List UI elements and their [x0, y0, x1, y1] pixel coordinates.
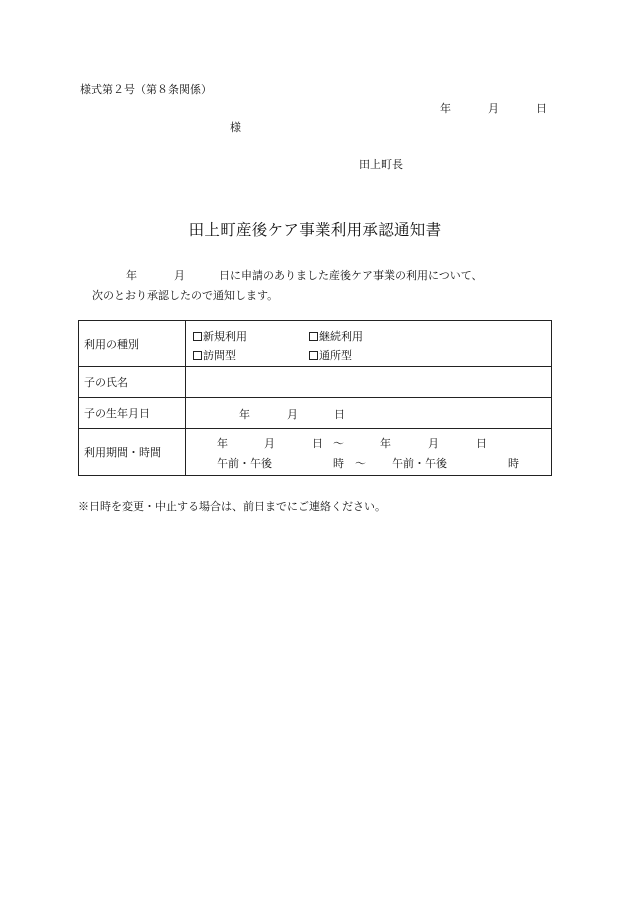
date-day-label: 日 — [536, 102, 547, 115]
body-line2: 次のとおり承認したので通知します。 — [92, 289, 279, 302]
option-continued-use[interactable]: 継続利用 — [309, 328, 363, 344]
usage-period-label: 利用期間・時間 — [79, 429, 186, 476]
start-month-label: 月 — [264, 437, 275, 450]
end-ampm-label: 午前・午後 — [392, 457, 447, 470]
child-birthdate-label: 子の生年月日 — [79, 398, 186, 429]
addressee-suffix: 様 — [230, 121, 241, 134]
end-day-label: 日 — [476, 437, 487, 450]
table-row-usage-period — [79, 429, 552, 476]
end-month-label: 月 — [428, 437, 439, 450]
approval-table — [78, 320, 552, 476]
body-year-label: 年 — [126, 269, 137, 282]
start-ampm-label: 午前・午後 — [217, 457, 272, 470]
birth-month-label: 月 — [287, 408, 298, 421]
birth-day-label: 日 — [334, 408, 345, 421]
form-number: 様式第２号（第８条関係） — [80, 83, 212, 96]
date-month-label: 月 — [488, 102, 499, 115]
birth-year-label: 年 — [239, 408, 250, 421]
start-year-label: 年 — [217, 437, 228, 450]
checkbox-icon — [309, 332, 318, 341]
checkbox-icon — [193, 332, 202, 341]
time-range-tilde: ～ — [355, 457, 366, 470]
issuer: 田上町長 — [359, 158, 403, 171]
body-month-label: 月 — [174, 269, 185, 282]
option-daycare-type[interactable]: 通所型 — [309, 347, 352, 363]
body-line1: 日に申請のありました産後ケア事業の利用について、 — [219, 269, 483, 282]
child-birthdate-field[interactable] — [186, 398, 552, 429]
child-name-label: 子の氏名 — [79, 367, 186, 398]
table-row-child-birthdate — [79, 398, 552, 429]
usage-type-label: 利用の種別 — [79, 321, 186, 367]
start-hour-label: 時 — [333, 457, 344, 470]
option-new-use[interactable]: 新規利用 — [193, 328, 247, 344]
child-name-field[interactable] — [186, 367, 552, 398]
date-range-tilde: ～ — [333, 437, 344, 450]
end-year-label: 年 — [380, 437, 391, 450]
date-year-label: 年 — [440, 102, 451, 115]
table-row-child-name — [79, 367, 552, 398]
checkbox-icon — [309, 351, 318, 360]
start-day-label: 日 — [312, 437, 323, 450]
notice-text: ※日時を変更・中止する場合は、前日までにご連絡ください。 — [78, 500, 386, 513]
option-visit-type[interactable]: 訪問型 — [193, 347, 236, 363]
usage-period-field[interactable] — [186, 429, 552, 476]
usage-type-options — [186, 321, 552, 367]
table-row-usage-type — [79, 321, 552, 367]
end-hour-label: 時 — [508, 457, 519, 470]
checkbox-icon — [193, 351, 202, 360]
document-title: 田上町産後ケア事業利用承認通知書 — [188, 221, 442, 239]
